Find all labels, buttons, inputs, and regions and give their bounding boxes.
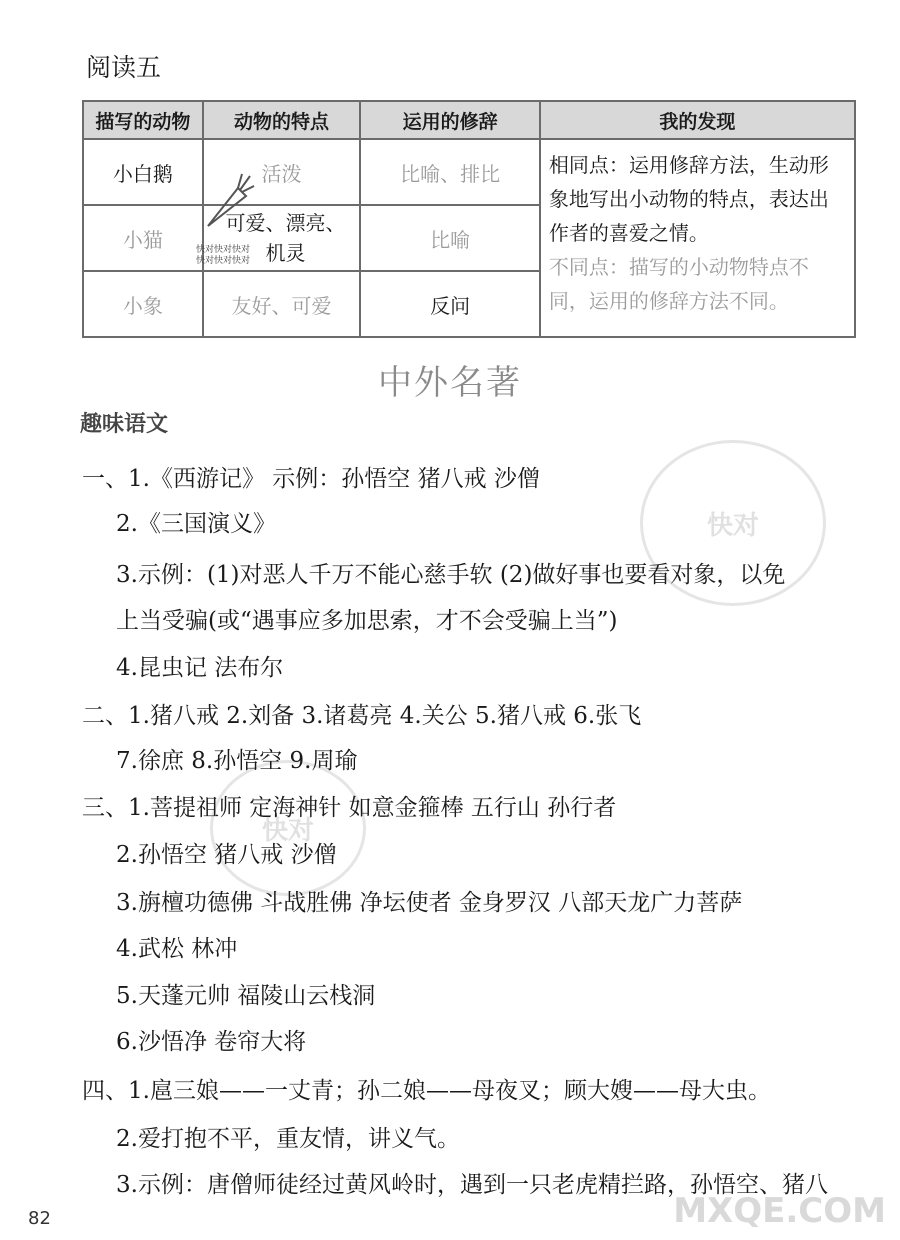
answer-line: 二、1.猪八戒 2.刘备 3.诸葛亮 4.关公 5.猪八戒 6.张飞: [82, 703, 642, 729]
header-animal: 描写的动物: [83, 101, 203, 139]
animal-cell: 小象: [83, 271, 203, 337]
carrot-watermark-icon: [198, 166, 256, 236]
corner-watermark: MXQE.COM: [673, 1191, 886, 1231]
answer-line: 四、1.扈三娘——一丈青；孙二娘——母夜叉；顾大嫂——母大虫。: [82, 1078, 771, 1104]
finding-same: 相同点：运用修辞方法，生动形象地写出小动物的特点，表达出作者的喜爱之情。: [548, 153, 829, 245]
answer-line: 4.武松 林冲: [116, 936, 238, 962]
answer-line: 6.沙悟净 卷帘大将: [116, 1029, 307, 1055]
stamp-watermark-icon: [210, 760, 366, 896]
header-finding: 我的发现: [540, 101, 855, 139]
page-number: 82: [28, 1208, 51, 1229]
stamp-text: 快对: [706, 510, 759, 541]
answer-line: 4.昆虫记 法布尔: [116, 655, 284, 681]
answer-line: 一、1.《西游记》 示例：孙悟空 猪八戒 沙僧: [82, 466, 540, 492]
answer-line: 3.旃檀功德佛 斗战胜佛 净坛使者 金身罗汉 八部天龙广力菩萨: [116, 890, 743, 916]
chapter-heading: 中外名著: [378, 363, 522, 403]
answer-line: 2.爱打抱不平，重友情，讲义气。: [116, 1126, 460, 1152]
trait-cell: 可爱、漂亮、机灵: [203, 205, 361, 271]
answer-line: 3.示例：唐僧师徒经过黄风岭时，遇到一只老虎精拦路，孙悟空、猪八: [116, 1172, 828, 1198]
answer-line: 7.徐庶 8.孙悟空 9.周瑜: [116, 748, 358, 774]
animal-cell: 小白鹅: [83, 139, 203, 205]
answer-line: 上当受骗(或“遇事应多加思索，才不会受骗上当”): [116, 608, 618, 634]
answer-line: 5.天蓬元帅 福陵山云栈洞: [116, 983, 376, 1009]
watermark-text: 快对快对快对: [196, 256, 251, 266]
section-title: 阅读五: [86, 53, 162, 82]
rhetoric-cell: 反问: [360, 271, 540, 337]
answer-line: 2.孙悟空 猪八戒 沙僧: [116, 842, 337, 868]
answer-line: 2.《三国演义》: [116, 511, 276, 537]
table-header-row: [83, 101, 855, 139]
header-rhetoric: 运用的修辞: [360, 101, 540, 139]
answer-line: 3.示例：(1)对恶人千万不能心慈手软 (2)做好事也要看对象，以免: [116, 562, 786, 588]
rhetoric-cell: 比喻: [360, 205, 540, 271]
rhetoric-cell: 比喻、排比: [360, 139, 540, 205]
stamp-text: 快对: [261, 815, 314, 846]
watermark-text: 快对快对快对: [196, 245, 251, 255]
trait-cell: 活泼: [203, 139, 361, 205]
trait-cell: 友好、可爱: [203, 271, 361, 337]
animal-cell: 小猫: [83, 205, 203, 271]
answer-line: 三、1.菩提祖师 定海神针 如意金箍棒 五行山 孙行者: [82, 795, 617, 821]
sub-heading: 趣味语文: [80, 412, 169, 437]
finding-diff: 不同点：描写的小动物特点不同，运用的修辞方法不同。: [548, 255, 809, 313]
finding-cell: [540, 139, 855, 337]
header-trait: 动物的特点: [203, 101, 361, 139]
